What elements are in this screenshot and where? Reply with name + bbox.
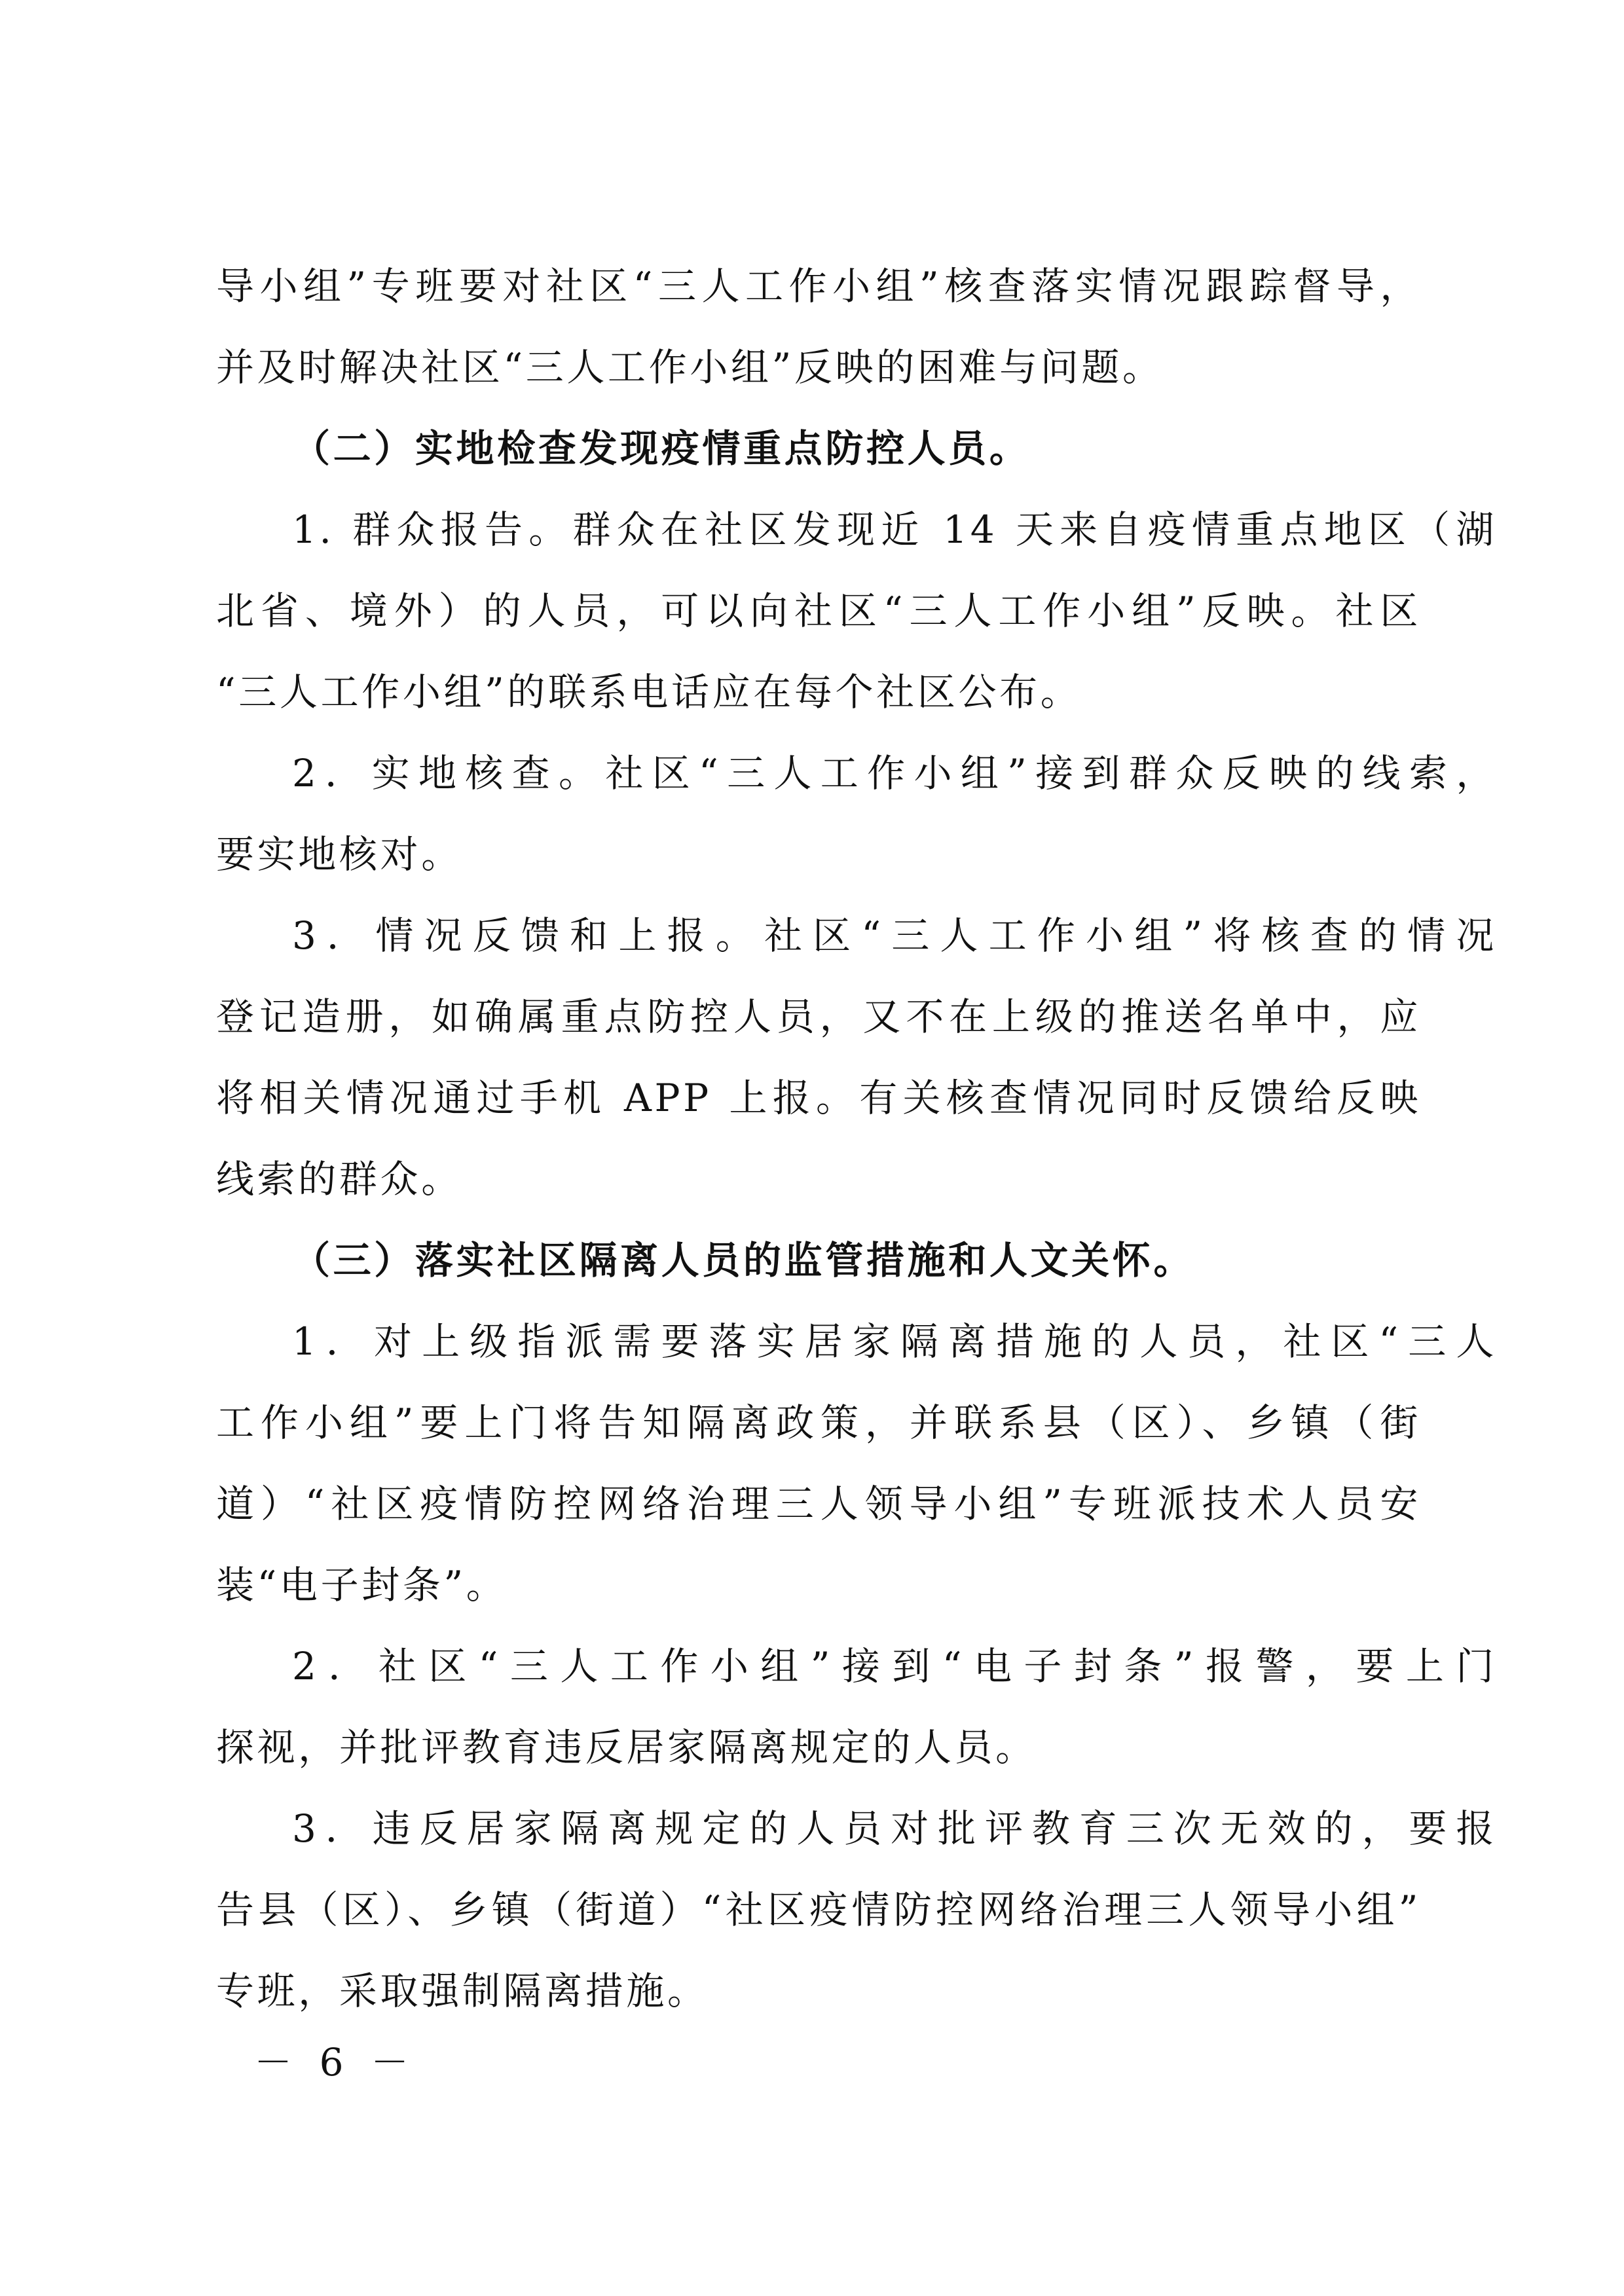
- text-line-2: 并及时解决社区“三人工作小组”反映的困难与问题。: [216, 345, 1164, 390]
- section-heading-3: （三）落实社区隔离人员的监管措施和人文关怀。: [292, 1238, 1195, 1283]
- text-line-1: 导小组”专班要对社区“三人工作小组”核查落实情况跟踪督导，: [216, 264, 1421, 308]
- text-line-18: 2．社区“三人工作小组”接到“电子封条”报警，要上门: [292, 1644, 1497, 1688]
- section-heading-2: （二）实地检查发现疫情重点防控人员。: [292, 426, 1031, 471]
- document-body: [216, 246, 1497, 2032]
- text-line-10: 登记造册，如确属重点防控人员，又不在上级的推送名单中，应: [216, 994, 1421, 1039]
- text-line-22: 专班，采取强制隔离措施。: [216, 1969, 709, 2013]
- text-line-7: 2．实地核查。社区“三人工作小组”接到群众反映的线索，: [292, 751, 1497, 795]
- text-line-5: 北省、境外）的人员，可以向社区“三人工作小组”反映。社区: [216, 589, 1421, 633]
- text-line-21: 告县（区）、乡镇（街道）“社区疫情防控网络治理三人领导小组”: [216, 1887, 1421, 1932]
- text-line-17: 装“电子封条”。: [216, 1563, 507, 1607]
- text-line-15: 工作小组”要上门将告知隔离政策，并联系县（区）、乡镇（街: [216, 1400, 1421, 1445]
- text-line-19: 探视，并批评教育违反居家隔离规定的人员。: [216, 1725, 1037, 1770]
- text-line-8: 要实地核对。: [216, 832, 462, 877]
- text-line-4: 1. 群众报告。群众在社区发现近 14 天来自疫情重点地区（湖: [292, 507, 1497, 552]
- text-line-20: 3．违反居家隔离规定的人员对批评教育三次无效的，要报: [292, 1806, 1497, 1851]
- text-line-9: 3．情况反馈和上报。社区“三人工作小组”将核查的情况: [292, 913, 1497, 958]
- text-line-11: 将相关情况通过手机 APP 上报。有关核查情况同时反馈给反映: [216, 1076, 1421, 1120]
- text-line-14: 1．对上级指派需要落实居家隔离措施的人员，社区“三人: [292, 1319, 1497, 1364]
- page-number: － 6 －: [254, 2040, 416, 2085]
- text-line-12: 线索的群众。: [216, 1157, 462, 1201]
- text-line-16: 道）“社区疫情防控网络治理三人领导小组”专班派技术人员安: [216, 1482, 1421, 1526]
- text-line-6: “三人工作小组”的联系电话应在每个社区公布。: [216, 670, 1082, 714]
